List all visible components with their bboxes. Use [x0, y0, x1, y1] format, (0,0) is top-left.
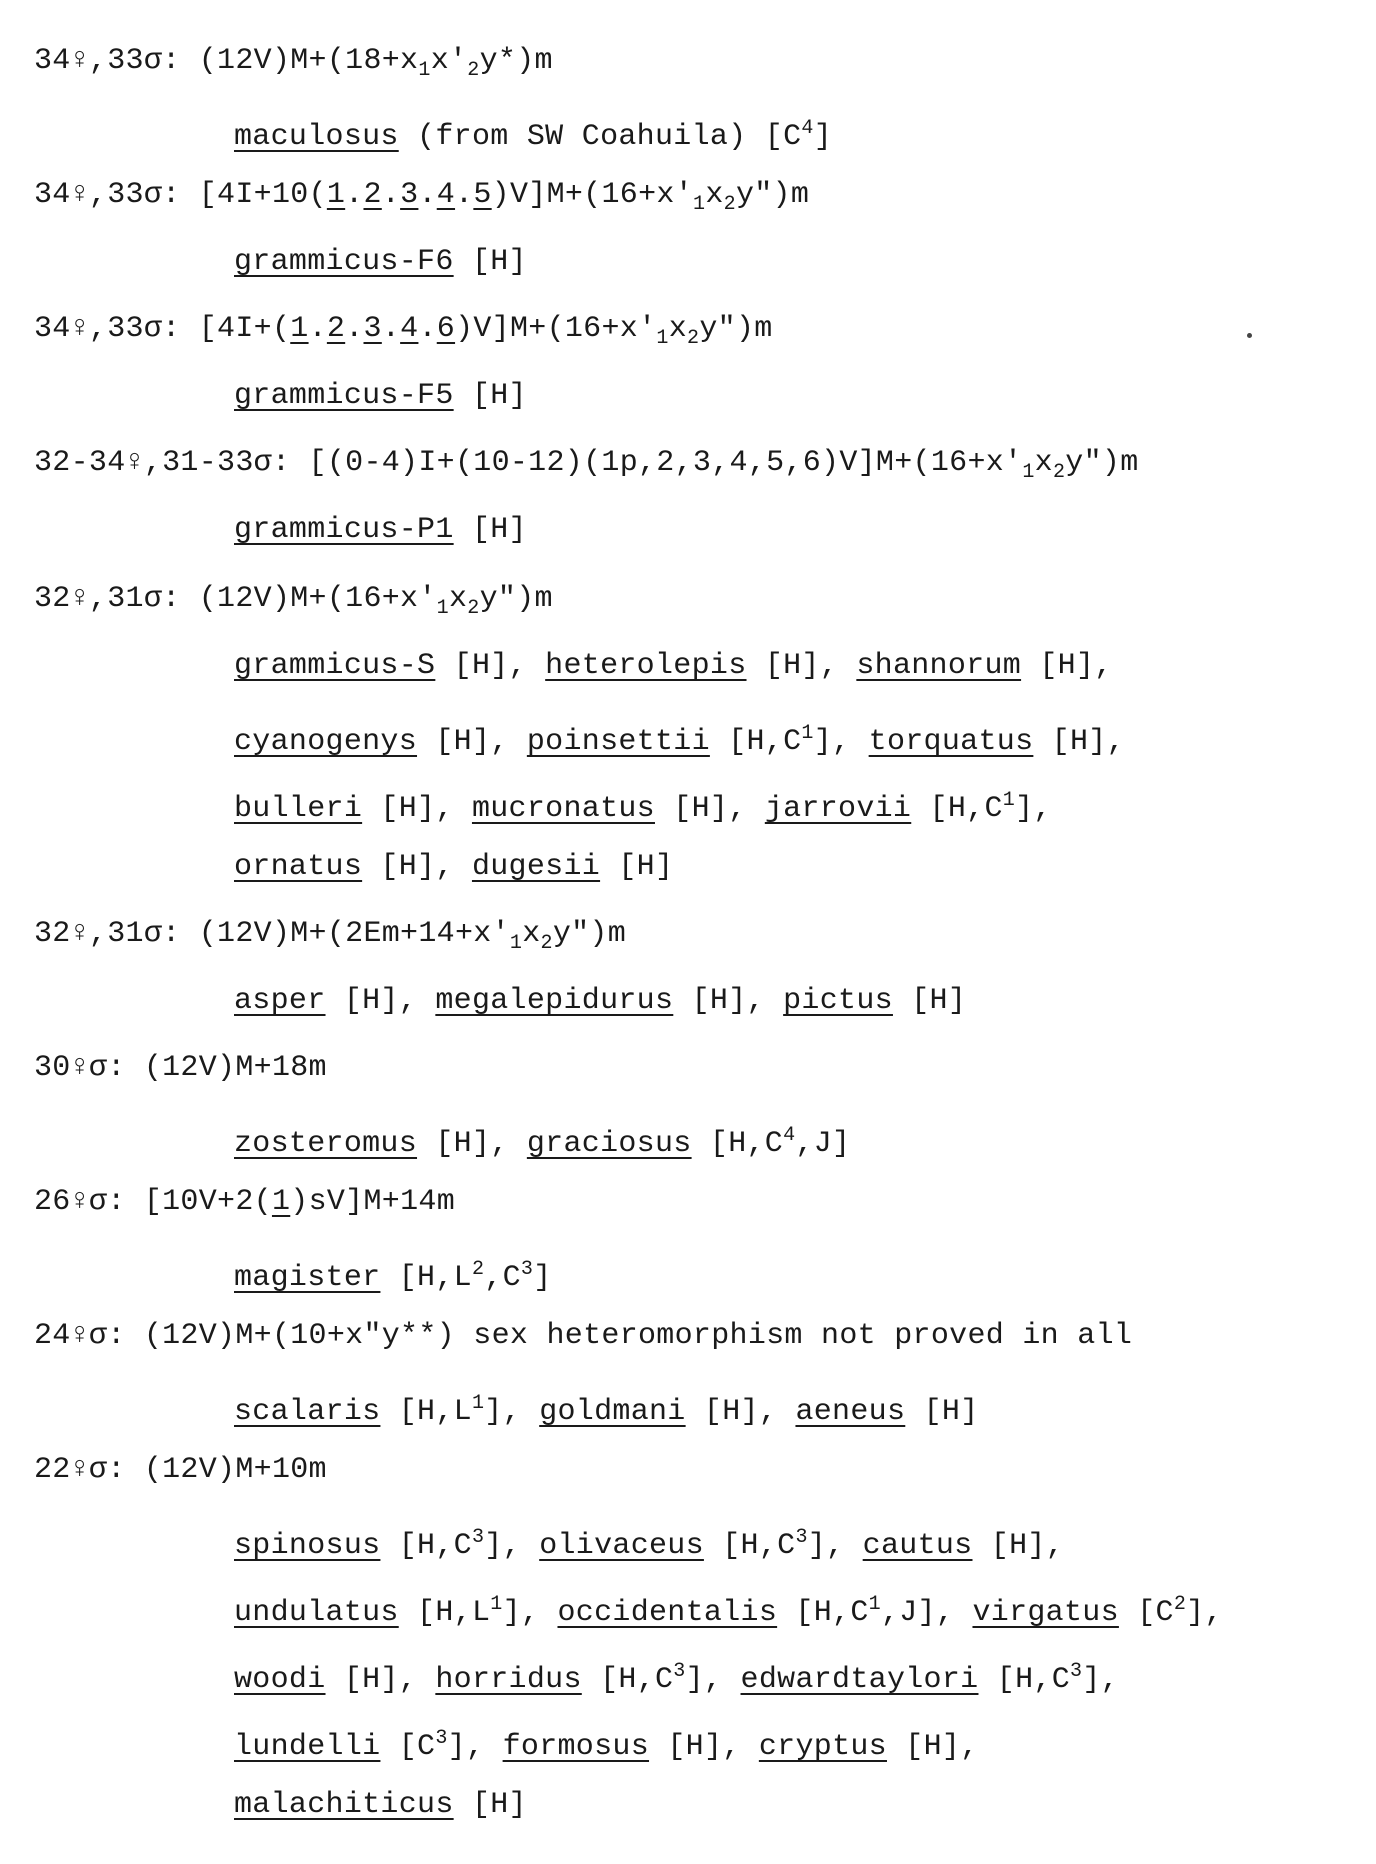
text-segment: [H,C: [777, 1596, 869, 1630]
species-line: [0, 1571, 1376, 1638]
text-segment: [H],: [685, 1395, 796, 1429]
subscript: 2: [467, 59, 480, 82]
species-name: mucronatus: [471, 792, 655, 826]
species-line: [0, 700, 1376, 767]
superscript: 1: [471, 1392, 485, 1415]
species-name: cautus: [862, 1529, 973, 1563]
species-line: [0, 95, 1376, 162]
superscript: 3: [1070, 1660, 1083, 1683]
superscript: 2: [471, 1258, 485, 1281]
text-segment: [H],: [417, 725, 527, 759]
text-segment: )sV]M+14m: [290, 1185, 455, 1219]
species-line: [0, 1370, 1376, 1437]
text-segment: [H]: [892, 984, 967, 1018]
species-line: [0, 1504, 1376, 1571]
text-segment: ],: [502, 1596, 558, 1630]
text-segment: 34♀,33σ: [4I+(: [34, 312, 291, 346]
text-segment: [H,L: [398, 1596, 491, 1630]
text-segment: ],: [447, 1730, 503, 1764]
text-segment: [H],: [362, 850, 472, 884]
text-segment: ],: [685, 1663, 741, 1697]
species-name: 2: [326, 312, 346, 346]
subscript: 2: [540, 932, 553, 955]
species-name: jarrovii: [764, 792, 912, 826]
text-segment: 24♀σ: (12V)M+(10+x"y**) sex heteromorphism not proved in all: [34, 1319, 1133, 1353]
text-segment: [C: [380, 1730, 436, 1764]
text-segment: y")m: [735, 178, 810, 212]
text-segment: y")m: [479, 582, 553, 616]
text-segment: 26♀σ: [10V+2(: [34, 1185, 272, 1219]
superscript: 1: [868, 1593, 881, 1616]
species-line: [0, 633, 1376, 700]
text-segment: y")m: [699, 312, 773, 346]
text-segment: [H],: [673, 984, 784, 1018]
text-segment: x': [430, 44, 468, 78]
text-segment: 34♀,33σ: (12V)M+(18+x: [34, 44, 419, 78]
text-segment: [H],: [649, 1730, 759, 1764]
text-segment: x: [522, 917, 541, 951]
text-segment: [H],: [654, 792, 765, 826]
text-segment: .: [418, 178, 437, 212]
text-segment: [H,C: [380, 1529, 472, 1563]
species-name: poinsettii: [526, 725, 710, 759]
species-line: [0, 1772, 1376, 1839]
species-name: edwardtaylori: [740, 1663, 979, 1697]
species-name: grammicus-F5: [234, 379, 454, 413]
text-segment: (from SW Coahuila) [C: [398, 120, 802, 154]
species-name: 2: [363, 178, 382, 212]
species-name: 1: [326, 178, 346, 212]
subscript: 2: [723, 193, 736, 216]
text-segment: .: [455, 178, 474, 212]
text-segment: [H],: [325, 1663, 436, 1697]
text-segment: [H,C: [581, 1663, 674, 1697]
text-segment: )V]M+(16+x': [491, 178, 694, 212]
species-line: [0, 363, 1376, 430]
text-segment: [H],: [362, 792, 472, 826]
text-segment: [H],: [1021, 649, 1113, 683]
superscript: 1: [1002, 789, 1016, 812]
superscript: 1: [490, 1593, 503, 1616]
species-name: asper: [234, 984, 326, 1018]
text-segment: y*)m: [479, 44, 553, 78]
species-name: virgatus: [972, 1596, 1119, 1630]
species-name: cryptus: [758, 1730, 887, 1764]
karyotype-formula: [0, 901, 1376, 968]
karyotype-list: [0, 28, 1376, 1839]
text-segment: x: [705, 178, 724, 212]
superscript: 3: [471, 1526, 485, 1549]
species-name: 6: [436, 312, 456, 346]
species-name: goldmani: [539, 1395, 686, 1429]
superscript: 3: [520, 1258, 534, 1281]
text-segment: [H,C: [709, 725, 802, 759]
species-name: malachiticus: [234, 1788, 454, 1822]
species-name: shannorum: [856, 649, 1022, 683]
text-segment: .: [381, 178, 401, 212]
subscript: 1: [693, 193, 706, 216]
text-segment: 32♀,31σ: (12V)M+(16+x': [34, 582, 437, 616]
species-name: horridus: [435, 1663, 582, 1697]
text-segment: [H,C: [911, 792, 1003, 826]
species-line: [0, 1638, 1376, 1705]
text-segment: 30♀σ: (12V)M+18m: [34, 1051, 327, 1085]
text-segment: [H,C: [978, 1663, 1070, 1697]
text-segment: [H]: [905, 1395, 979, 1429]
karyotype-formula: [0, 1303, 1376, 1370]
text-segment: .: [345, 312, 364, 346]
text-segment: [H],: [417, 1127, 527, 1161]
text-segment: ]: [533, 1261, 552, 1295]
species-name: spinosus: [234, 1529, 381, 1563]
text-segment: 34♀,33σ: [4I+10(: [34, 178, 327, 212]
text-segment: [H]: [453, 513, 527, 547]
text-segment: ,C: [484, 1261, 521, 1295]
species-name: scalaris: [234, 1395, 381, 1429]
text-segment: ],: [1015, 792, 1052, 826]
text-segment: [H],: [746, 649, 857, 683]
text-segment: .: [308, 312, 327, 346]
species-name: ornatus: [234, 850, 363, 884]
superscript: 1: [801, 722, 814, 745]
species-name: 3: [363, 312, 382, 346]
text-segment: ,J],: [880, 1596, 973, 1630]
karyotype-formula: [0, 296, 1376, 363]
species-name: zosteromus: [234, 1127, 418, 1161]
text-segment: [H],: [325, 984, 436, 1018]
text-segment: y")m: [1065, 446, 1139, 480]
karyotype-formula: [0, 28, 1376, 95]
species-name: 4: [436, 178, 456, 212]
text-segment: ],: [1082, 1663, 1119, 1697]
species-name: magister: [234, 1261, 381, 1295]
species-line: [0, 229, 1376, 296]
text-segment: ]: [813, 120, 833, 154]
species-line: [0, 1236, 1376, 1303]
superscript: 4: [783, 1124, 796, 1147]
subscript: 1: [1022, 461, 1035, 484]
karyotype-formula: [0, 1169, 1376, 1236]
text-segment: x: [1034, 446, 1053, 480]
species-name: pictus: [783, 984, 893, 1018]
karyotype-formula: [0, 566, 1376, 633]
subscript: 2: [1052, 461, 1066, 484]
text-segment: [H,L: [380, 1395, 472, 1429]
text-segment: ],: [1186, 1596, 1223, 1630]
text-segment: .: [418, 312, 437, 346]
species-name: 1: [290, 312, 309, 346]
text-segment: [H],: [1033, 725, 1125, 759]
species-line: [0, 497, 1376, 564]
text-segment: [C: [1118, 1596, 1174, 1630]
superscript: 2: [1173, 1593, 1187, 1616]
text-segment: ,J]: [795, 1127, 851, 1161]
text-segment: 32♀,31σ: (12V)M+(2Em+14+x': [34, 917, 510, 951]
text-segment: [H],: [435, 649, 546, 683]
text-segment: x: [448, 582, 468, 616]
text-segment: [H,L: [380, 1261, 472, 1295]
text-segment: ],: [813, 725, 869, 759]
subscript: 2: [467, 597, 480, 620]
species-name: aeneus: [795, 1395, 906, 1429]
species-name: 1: [271, 1185, 291, 1219]
subscript: 1: [509, 932, 523, 955]
subscript: 1: [656, 327, 669, 350]
text-segment: 32-34♀,31-33σ: [(0-4)I+(10-12)(1p,2,3,4,5,6)V]M+(16+x': [34, 446, 1023, 480]
karyotype-formula: [0, 162, 1376, 229]
species-name: graciosus: [526, 1127, 692, 1161]
species-name: grammicus-F6: [234, 245, 454, 279]
species-name: woodi: [234, 1663, 326, 1697]
species-name: lundelli: [234, 1730, 381, 1764]
species-name: 4: [400, 312, 419, 346]
species-name: grammicus-S: [234, 649, 436, 683]
species-name: undulatus: [234, 1596, 399, 1630]
superscript: 3: [795, 1526, 808, 1549]
species-name: 3: [400, 178, 419, 212]
text-segment: [H,C: [691, 1127, 784, 1161]
text-segment: ],: [807, 1529, 863, 1563]
text-segment: .: [345, 178, 364, 212]
text-segment: 22♀σ: (12V)M+10m: [34, 1453, 327, 1487]
karyotype-formula: [0, 1035, 1376, 1102]
species-name: maculosus: [234, 120, 399, 154]
species-name: dugesii: [471, 850, 601, 884]
text-segment: [H],: [886, 1730, 979, 1764]
text-segment: [H,C: [703, 1529, 796, 1563]
species-name: heterolepis: [545, 649, 747, 683]
superscript: 4: [801, 117, 814, 140]
species-line: [0, 834, 1376, 901]
species-name: torquatus: [868, 725, 1034, 759]
species-line: [0, 968, 1376, 1035]
species-name: 5: [473, 178, 492, 212]
ink-speck: [1247, 333, 1252, 338]
text-segment: x: [668, 312, 688, 346]
subscript: 2: [687, 327, 700, 350]
species-name: grammicus-P1: [234, 513, 454, 547]
karyotype-formula: [0, 430, 1376, 497]
superscript: 3: [435, 1727, 448, 1750]
species-name: occidentalis: [557, 1596, 778, 1630]
species-name: olivaceus: [539, 1529, 704, 1563]
species-line: [0, 1705, 1376, 1772]
text-segment: ],: [484, 1529, 540, 1563]
text-segment: [H]: [453, 245, 527, 279]
text-segment: [H],: [972, 1529, 1065, 1563]
species-name: cyanogenys: [234, 725, 418, 759]
subscript: 1: [418, 59, 431, 82]
text-segment: ],: [484, 1395, 540, 1429]
text-segment: [H]: [453, 1788, 527, 1822]
species-name: bulleri: [234, 792, 363, 826]
subscript: 1: [436, 597, 449, 620]
text-segment: )V]M+(16+x': [455, 312, 657, 346]
superscript: 3: [673, 1660, 686, 1683]
text-segment: [H]: [453, 379, 527, 413]
karyotype-formula: [0, 1437, 1376, 1504]
species-line: [0, 767, 1376, 834]
species-name: formosus: [502, 1730, 650, 1764]
species-line: [0, 1102, 1376, 1169]
species-name: megalepidurus: [435, 984, 674, 1018]
text-segment: [H]: [600, 850, 674, 884]
text-segment: .: [381, 312, 401, 346]
text-segment: y")m: [552, 917, 627, 951]
